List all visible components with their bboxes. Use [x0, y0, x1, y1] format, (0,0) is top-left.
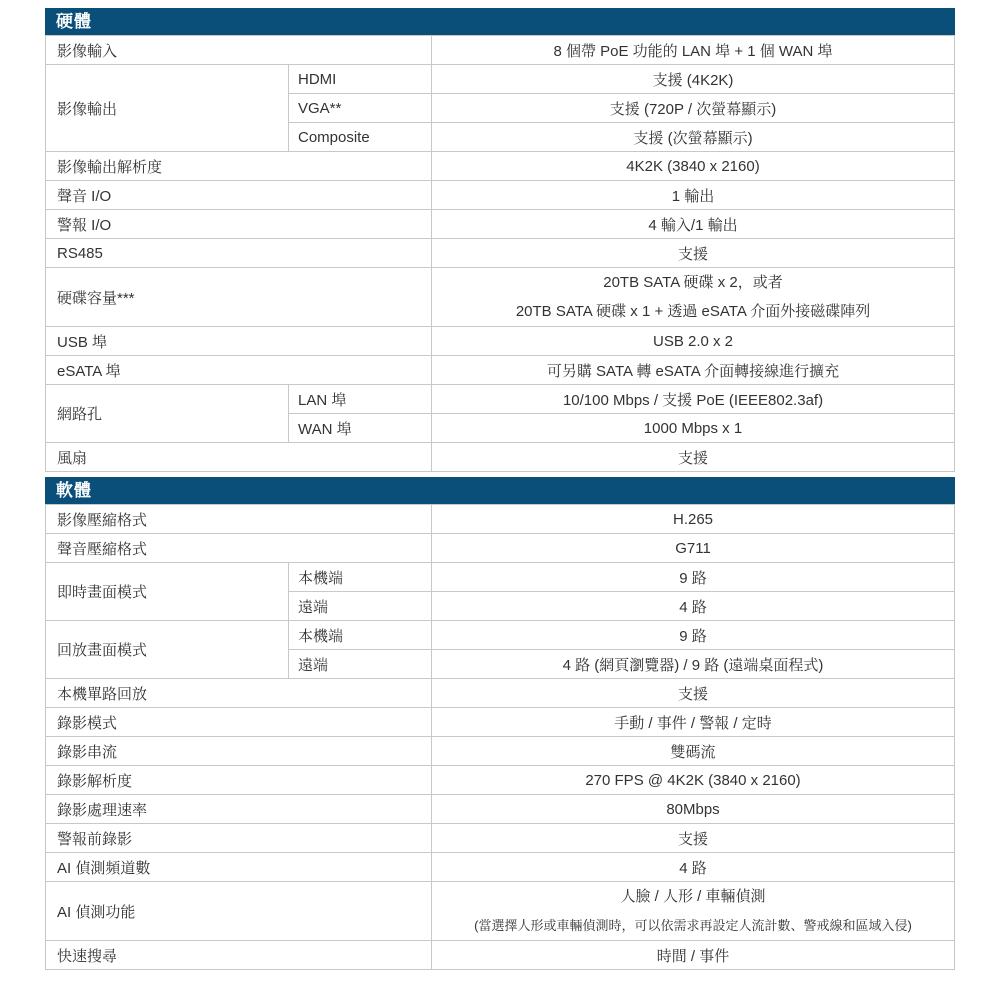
- row-label: 影像輸出解析度: [46, 152, 432, 181]
- row-value: 8 個帶 PoE 功能的 LAN 埠 + 1 個 WAN 埠: [432, 36, 955, 65]
- row-playback-local: [46, 621, 955, 650]
- row-sublabel: 遠端: [289, 592, 432, 621]
- row-value: 4K2K (3840 x 2160): [432, 152, 955, 181]
- row-usb-port: [46, 327, 955, 356]
- row-record-mode: [46, 708, 955, 737]
- row-sublabel: WAN 埠: [289, 414, 432, 443]
- row-value: 支援: [432, 239, 955, 268]
- row-value: USB 2.0 x 2: [432, 327, 955, 356]
- software-table: [45, 504, 955, 970]
- row-value: 4 輸入/1 輸出: [432, 210, 955, 239]
- row-label: 聲音 I/O: [46, 181, 432, 210]
- row-value: 支援 (720P / 次螢幕顯示): [432, 94, 955, 123]
- row-label: 硬碟容量***: [46, 268, 432, 327]
- row-label: 本機單路回放: [46, 679, 432, 708]
- row-label: eSATA 埠: [46, 356, 432, 385]
- row-fan: [46, 443, 955, 472]
- row-audio-io: [46, 181, 955, 210]
- row-network-lan: [46, 385, 955, 414]
- row-ai-functions: [46, 882, 955, 941]
- row-hdd-capacity: [46, 268, 955, 327]
- row-rs485: [46, 239, 955, 268]
- row-sublabel: HDMI: [289, 65, 432, 94]
- row-label: 警報 I/O: [46, 210, 432, 239]
- row-value: 支援: [432, 443, 955, 472]
- row-record-stream: [46, 737, 955, 766]
- row-value: 可另購 SATA 轉 eSATA 介面轉接線進行擴充: [432, 356, 955, 385]
- row-label: 錄影解析度: [46, 766, 432, 795]
- row-value: 1 輸出: [432, 181, 955, 210]
- row-audio-compression: [46, 534, 955, 563]
- row-label: 影像輸入: [46, 36, 432, 65]
- row-label: 風扇: [46, 443, 432, 472]
- row-sublabel: 本機端: [289, 621, 432, 650]
- row-sublabel: 本機端: [289, 563, 432, 592]
- row-value: 時間 / 事件: [432, 941, 955, 970]
- row-label: RS485: [46, 239, 432, 268]
- row-value: H.265: [432, 505, 955, 534]
- row-label: AI 偵測功能: [46, 882, 432, 941]
- row-value: 1000 Mbps x 1: [432, 414, 955, 443]
- row-value: 支援: [432, 679, 955, 708]
- row-label: 影像壓縮格式: [46, 505, 432, 534]
- row-label: 警報前錄影: [46, 824, 432, 853]
- row-video-input: [46, 36, 955, 65]
- row-label: 快速搜尋: [46, 941, 432, 970]
- row-label: 網路孔: [46, 385, 289, 443]
- spec-sheet: [45, 8, 955, 970]
- row-value: 9 路: [432, 621, 955, 650]
- row-value: [432, 268, 955, 327]
- row-pre-alarm-record: [46, 824, 955, 853]
- row-label: 影像輸出: [46, 65, 289, 152]
- value-line-2: (當選擇人形或車輛偵測時，可以依需求再設定人流計數、警戒線和區域入侵): [474, 918, 912, 933]
- row-ai-channels: [46, 853, 955, 882]
- row-label: 錄影模式: [46, 708, 432, 737]
- row-sublabel: VGA**: [289, 94, 432, 123]
- row-value: 9 路: [432, 563, 955, 592]
- row-label: AI 偵測頻道數: [46, 853, 432, 882]
- row-single-channel-playback: [46, 679, 955, 708]
- row-value: 80Mbps: [432, 795, 955, 824]
- row-record-resolution: [46, 766, 955, 795]
- row-sublabel: 遠端: [289, 650, 432, 679]
- value-line-1: 人臉 / 人形 / 車輛偵測: [620, 888, 766, 905]
- row-value: G711: [432, 534, 955, 563]
- row-label: 聲音壓縮格式: [46, 534, 432, 563]
- row-value: 10/100 Mbps / 支援 PoE (IEEE802.3af): [432, 385, 955, 414]
- section-header-software: 軟體: [45, 477, 955, 504]
- row-value: [432, 882, 955, 941]
- value-line-2: 20TB SATA 硬碟 x 1 + 透過 eSATA 介面外接磁碟陣列: [515, 303, 871, 320]
- row-alarm-io: [46, 210, 955, 239]
- hardware-table: [45, 35, 955, 472]
- row-video-output-hdmi: [46, 65, 955, 94]
- row-value: 4 路 (網頁瀏覽器) / 9 路 (遠端桌面程式): [432, 650, 955, 679]
- row-esata-port: [46, 356, 955, 385]
- row-value: 支援: [432, 824, 955, 853]
- row-output-resolution: [46, 152, 955, 181]
- row-label: 即時畫面模式: [46, 563, 289, 621]
- row-label: USB 埠: [46, 327, 432, 356]
- row-value: 270 FPS @ 4K2K (3840 x 2160): [432, 766, 955, 795]
- section-header-hardware: 硬體: [45, 8, 955, 35]
- row-live-view-local: [46, 563, 955, 592]
- row-label: 回放畫面模式: [46, 621, 289, 679]
- value-line-1: 20TB SATA 硬碟 x 2，或者: [603, 274, 783, 291]
- row-value: 手動 / 事件 / 警報 / 定時: [432, 708, 955, 737]
- row-value: 支援 (次螢幕顯示): [432, 123, 955, 152]
- row-value: 4 路: [432, 853, 955, 882]
- row-quick-search: [46, 941, 955, 970]
- row-value: 4 路: [432, 592, 955, 621]
- row-record-rate: [46, 795, 955, 824]
- row-value: 雙碼流: [432, 737, 955, 766]
- row-sublabel: Composite: [289, 123, 432, 152]
- row-label: 錄影串流: [46, 737, 432, 766]
- row-value: 支援 (4K2K): [432, 65, 955, 94]
- row-video-compression: [46, 505, 955, 534]
- row-sublabel: LAN 埠: [289, 385, 432, 414]
- row-label: 錄影處理速率: [46, 795, 432, 824]
